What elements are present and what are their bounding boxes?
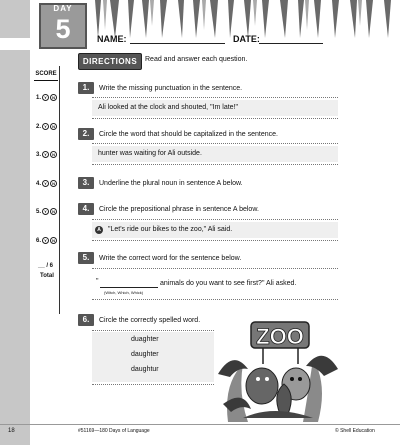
score-row-number: 1. (36, 94, 42, 101)
score-row-4 (36, 180, 57, 187)
dotted-rule (92, 118, 338, 119)
footer-rule (0, 424, 400, 425)
no-bubble[interactable]: N (50, 237, 57, 244)
dotted-rule (92, 97, 338, 98)
publisher: © Shell Education (335, 428, 375, 434)
score-row-number: 6. (36, 237, 42, 244)
yes-bubble[interactable]: Y (42, 180, 49, 187)
score-row-number: 4. (36, 180, 42, 187)
score-row-number: 5. (36, 208, 42, 215)
directions-badge: DIRECTIONS (78, 53, 142, 70)
page-number: 18 (8, 428, 15, 434)
question-prompt-4: Circle the prepositional phrase in sentence A below. (99, 206, 259, 213)
yes-bubble[interactable]: Y (42, 151, 49, 158)
dotted-rule (92, 164, 338, 165)
no-bubble[interactable]: N (50, 94, 57, 101)
dotted-rule (92, 240, 338, 241)
dotted-rule (92, 143, 338, 144)
question-prompt-2: Circle the word that should be capitalized in the sentence. (99, 131, 278, 138)
zoo-illustration (218, 314, 338, 422)
name-field[interactable] (130, 43, 225, 44)
sentence-marker-a: A (95, 226, 103, 234)
answer-sentence-4[interactable]: "Let's ride our bikes to the zoo," Ali said. (108, 226, 233, 233)
zoo-sign-text: ZOO (256, 324, 304, 349)
score-row-number: 2. (36, 123, 42, 130)
score-row-6 (36, 237, 57, 244)
no-bubble[interactable]: N (50, 151, 57, 158)
question-number-4: 4. (78, 203, 94, 215)
question-prompt-1: Write the missing punctuation in the sentence. (99, 85, 243, 92)
yes-bubble[interactable]: Y (42, 123, 49, 130)
answer-sentence-1[interactable]: Ali looked at the clock and shouted, "Im late!" (98, 104, 238, 111)
no-bubble[interactable]: N (50, 123, 57, 130)
word-option-3[interactable]: daughtur (131, 366, 159, 373)
answer-blank-5[interactable] (100, 287, 158, 288)
question-number-3: 3. (78, 177, 94, 189)
question-number-1: 1. (78, 82, 94, 94)
score-column-divider (59, 66, 60, 314)
yes-bubble[interactable]: Y (42, 237, 49, 244)
word-option-1[interactable]: duaghter (131, 336, 159, 343)
name-label: NAME: (97, 34, 127, 44)
day-label: DAY (53, 4, 73, 13)
dotted-rule (92, 330, 214, 331)
directions-text: Read and answer each question. (145, 56, 248, 63)
score-row-number: 3. (36, 151, 42, 158)
dotted-rule (92, 299, 338, 300)
dotted-rule (92, 219, 338, 220)
question-prompt-5: Write the correct word for the sentence below. (99, 255, 242, 262)
dotted-rule (92, 384, 214, 385)
score-row-5 (36, 208, 57, 215)
date-label: DATE: (233, 34, 260, 44)
no-bubble[interactable]: N (50, 180, 57, 187)
dotted-rule (92, 268, 338, 269)
yes-bubble[interactable]: Y (42, 208, 49, 215)
total-score: __ / 6 (38, 263, 54, 269)
question-number-5: 5. (78, 252, 94, 264)
series-title: #51169—180 Days of Language (78, 428, 150, 434)
answer-sentence-2[interactable]: hunter was waiting for Ali outside. (98, 150, 202, 157)
question-prompt-3: Underline the plural noun in sentence A below. (99, 180, 243, 187)
question-number-6: 6. (78, 314, 94, 326)
score-title-underline (34, 80, 58, 81)
word-choices-hint: (Witch, Which, Whick) (104, 290, 144, 295)
total-label: Total (40, 273, 54, 279)
question-number-2: 2. (78, 128, 94, 140)
question-prompt-6: Circle the correctly spelled word. (99, 317, 201, 324)
score-row-3 (36, 151, 57, 158)
no-bubble[interactable]: N (50, 208, 57, 215)
answer-sentence-5: animals do you want to see first?" Ali asked. (160, 280, 297, 287)
date-field[interactable] (259, 43, 323, 44)
score-row-1 (36, 94, 57, 101)
blank-open-quote: " (96, 278, 99, 285)
day-number: 5 (55, 14, 71, 44)
word-option-2[interactable]: daughter (131, 351, 159, 358)
score-row-2 (36, 123, 57, 130)
score-title: SCORE (35, 71, 57, 77)
left-margin-bar (0, 50, 30, 445)
yes-bubble[interactable]: Y (42, 94, 49, 101)
